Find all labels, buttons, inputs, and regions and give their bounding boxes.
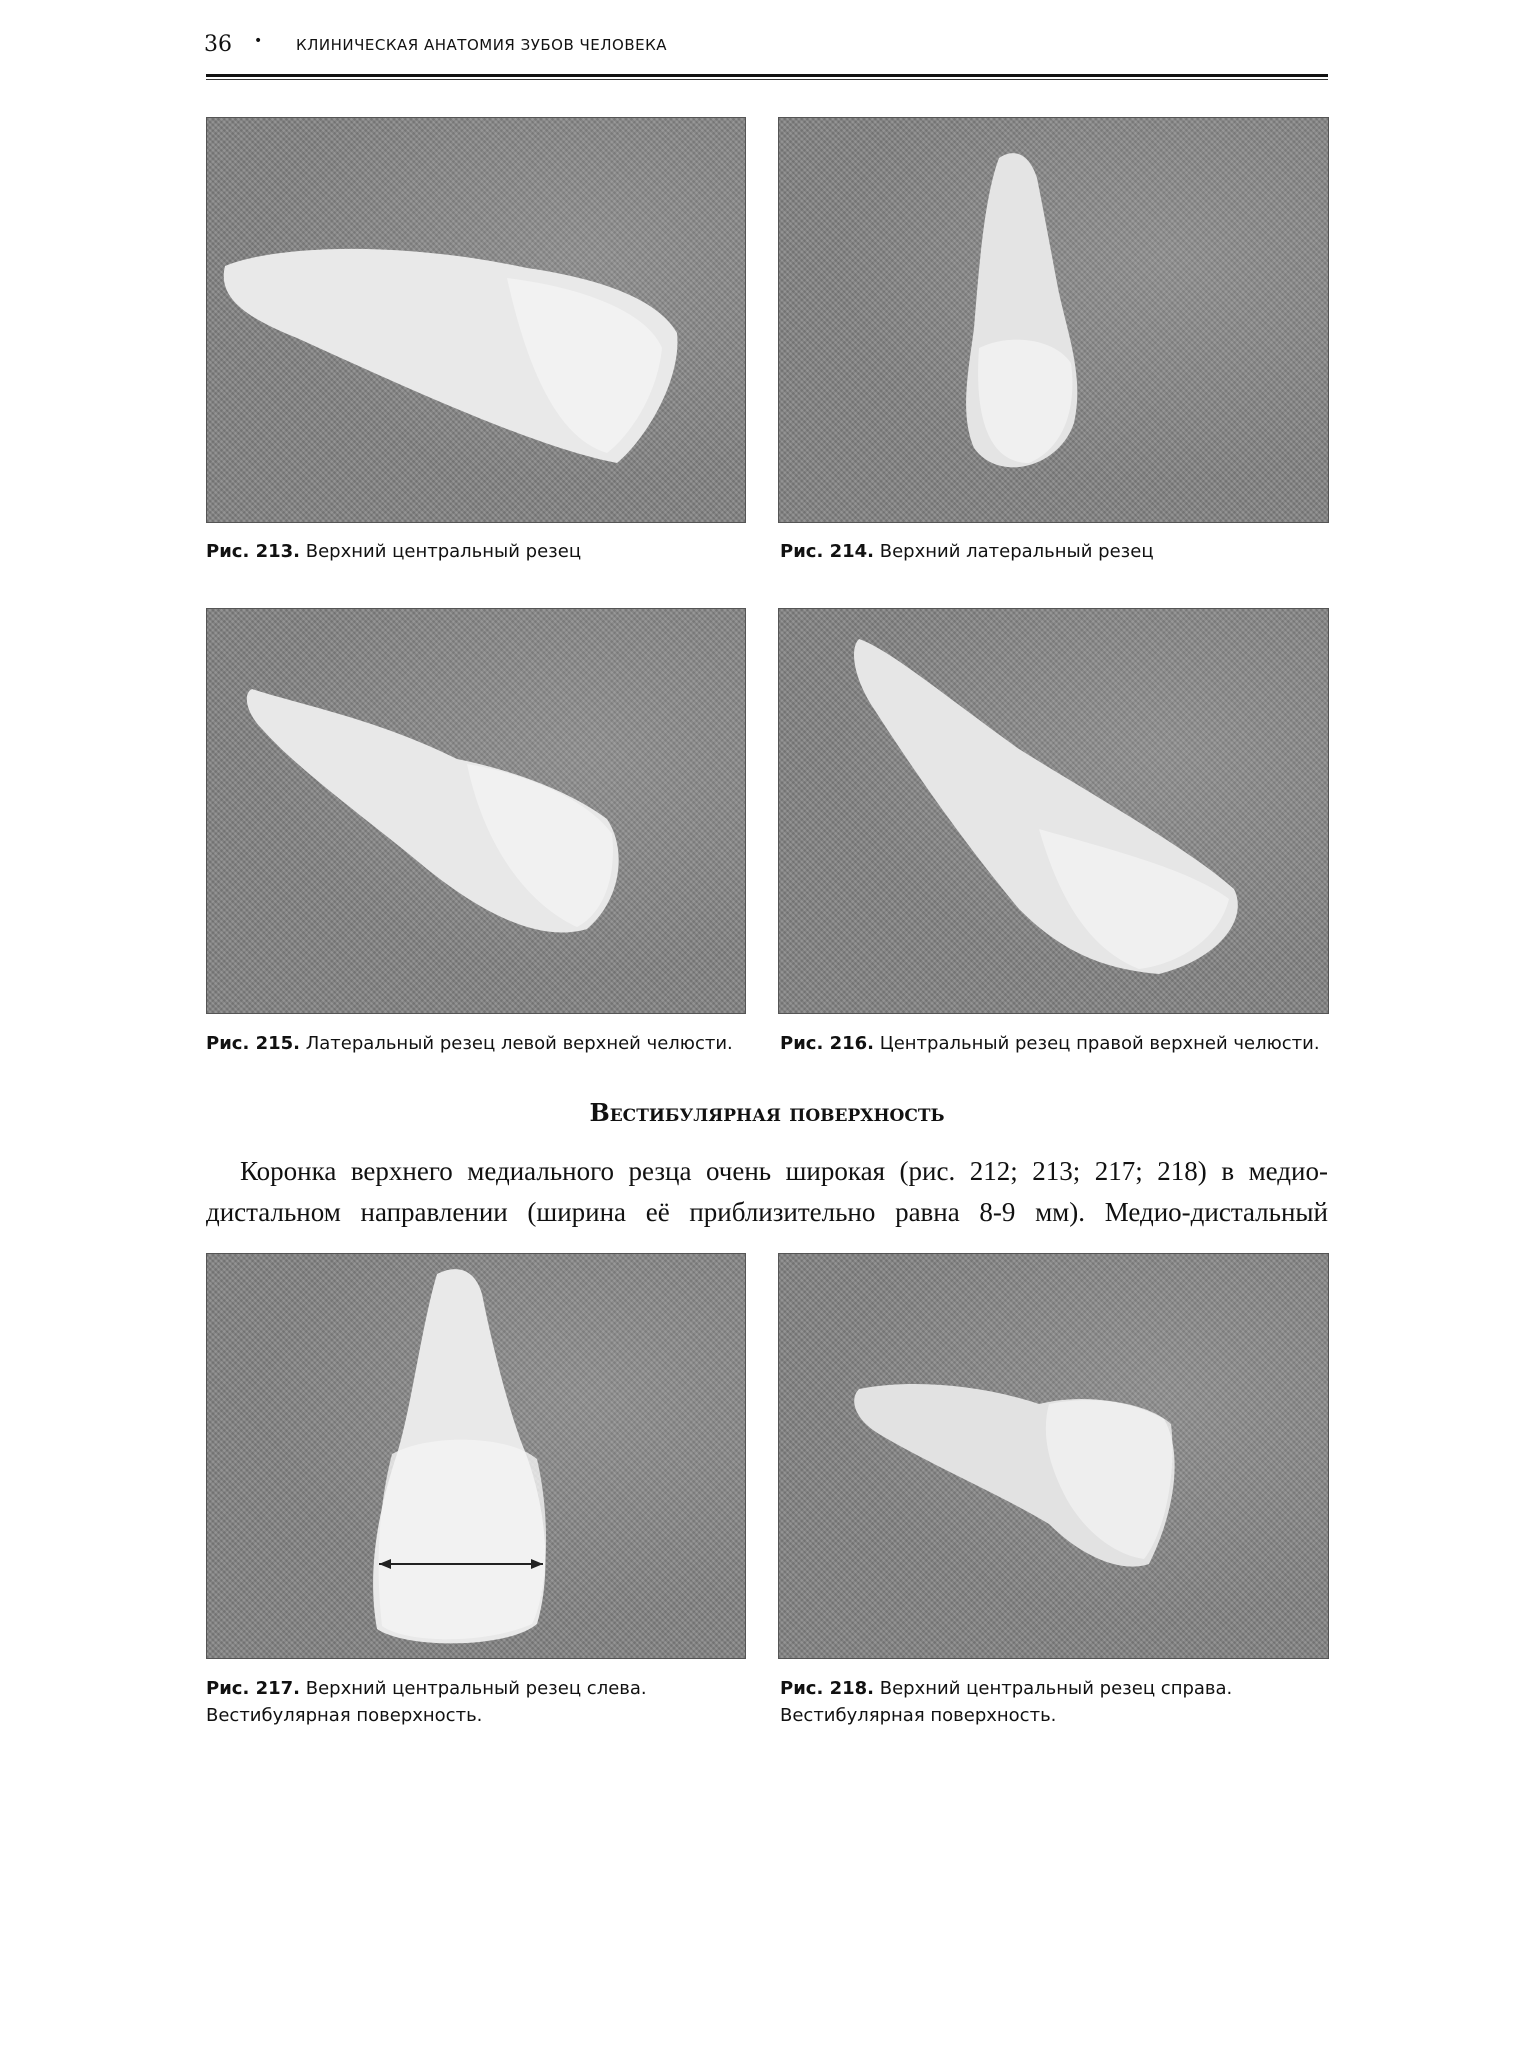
tooth-image — [779, 118, 1328, 522]
figure-label: Рис. 216. — [780, 1033, 874, 1054]
figure-215-photo — [206, 608, 746, 1014]
figure-caption-text: Верхний центральный резец слева. Вестибулярная поверхность. — [206, 1678, 647, 1726]
figure-214-caption — [780, 538, 1328, 565]
tooth-image — [779, 609, 1328, 1013]
header-bullet: • — [254, 33, 263, 49]
section-title: Вестибулярная поверхность — [589, 1098, 945, 1127]
paragraph-text: Коронка верхнего медиального резца очень широкая (рис. 212; 213; 217; 218) в медио-дистальном направлении (ширина её приблизительно равна 8-9 мм). Медио-дистальный — [206, 1156, 1328, 1227]
figure-caption-text: Центральный резец правой верхней челюсти. — [879, 1033, 1320, 1054]
figure-label: Рис. 215. — [206, 1033, 300, 1054]
figure-218-photo — [778, 1253, 1329, 1659]
header-rule — [206, 74, 1328, 77]
figure-label: Рис. 214. — [780, 541, 874, 562]
tooth-image — [207, 118, 745, 522]
tooth-image — [207, 1254, 745, 1658]
figure-218-caption — [780, 1675, 1328, 1729]
figure-216-caption — [780, 1030, 1328, 1057]
figure-caption-text: Верхний центральный резец — [305, 541, 582, 562]
figure-caption-text: Верхний латеральный резец — [879, 541, 1154, 562]
figure-217-caption — [206, 1675, 744, 1729]
tooth-image — [207, 609, 745, 1013]
figure-214-photo — [778, 117, 1329, 523]
figure-213-photo — [206, 117, 746, 523]
figure-216-photo — [778, 608, 1329, 1014]
figure-label: Рис. 213. — [206, 541, 300, 562]
header-rule-thin — [206, 79, 1328, 80]
figure-caption-text: Верхний центральный резец справа. Вестибулярная поверхность. — [780, 1678, 1233, 1726]
running-header — [0, 26, 1534, 66]
page-number: 36 — [204, 32, 232, 57]
body-paragraph — [206, 1151, 1328, 1233]
running-title: КЛИНИЧЕСКАЯ АНАТОМИЯ ЗУБОВ ЧЕЛОВЕКА — [296, 36, 668, 54]
figure-213-caption — [206, 538, 744, 565]
tooth-image — [779, 1254, 1328, 1658]
figure-caption-text: Латеральный резец левой верхней челюсти. — [305, 1033, 733, 1054]
figure-215-caption — [206, 1030, 744, 1057]
figure-label: Рис. 218. — [780, 1678, 874, 1699]
figure-217-photo — [206, 1253, 746, 1659]
figure-label: Рис. 217. — [206, 1678, 300, 1699]
